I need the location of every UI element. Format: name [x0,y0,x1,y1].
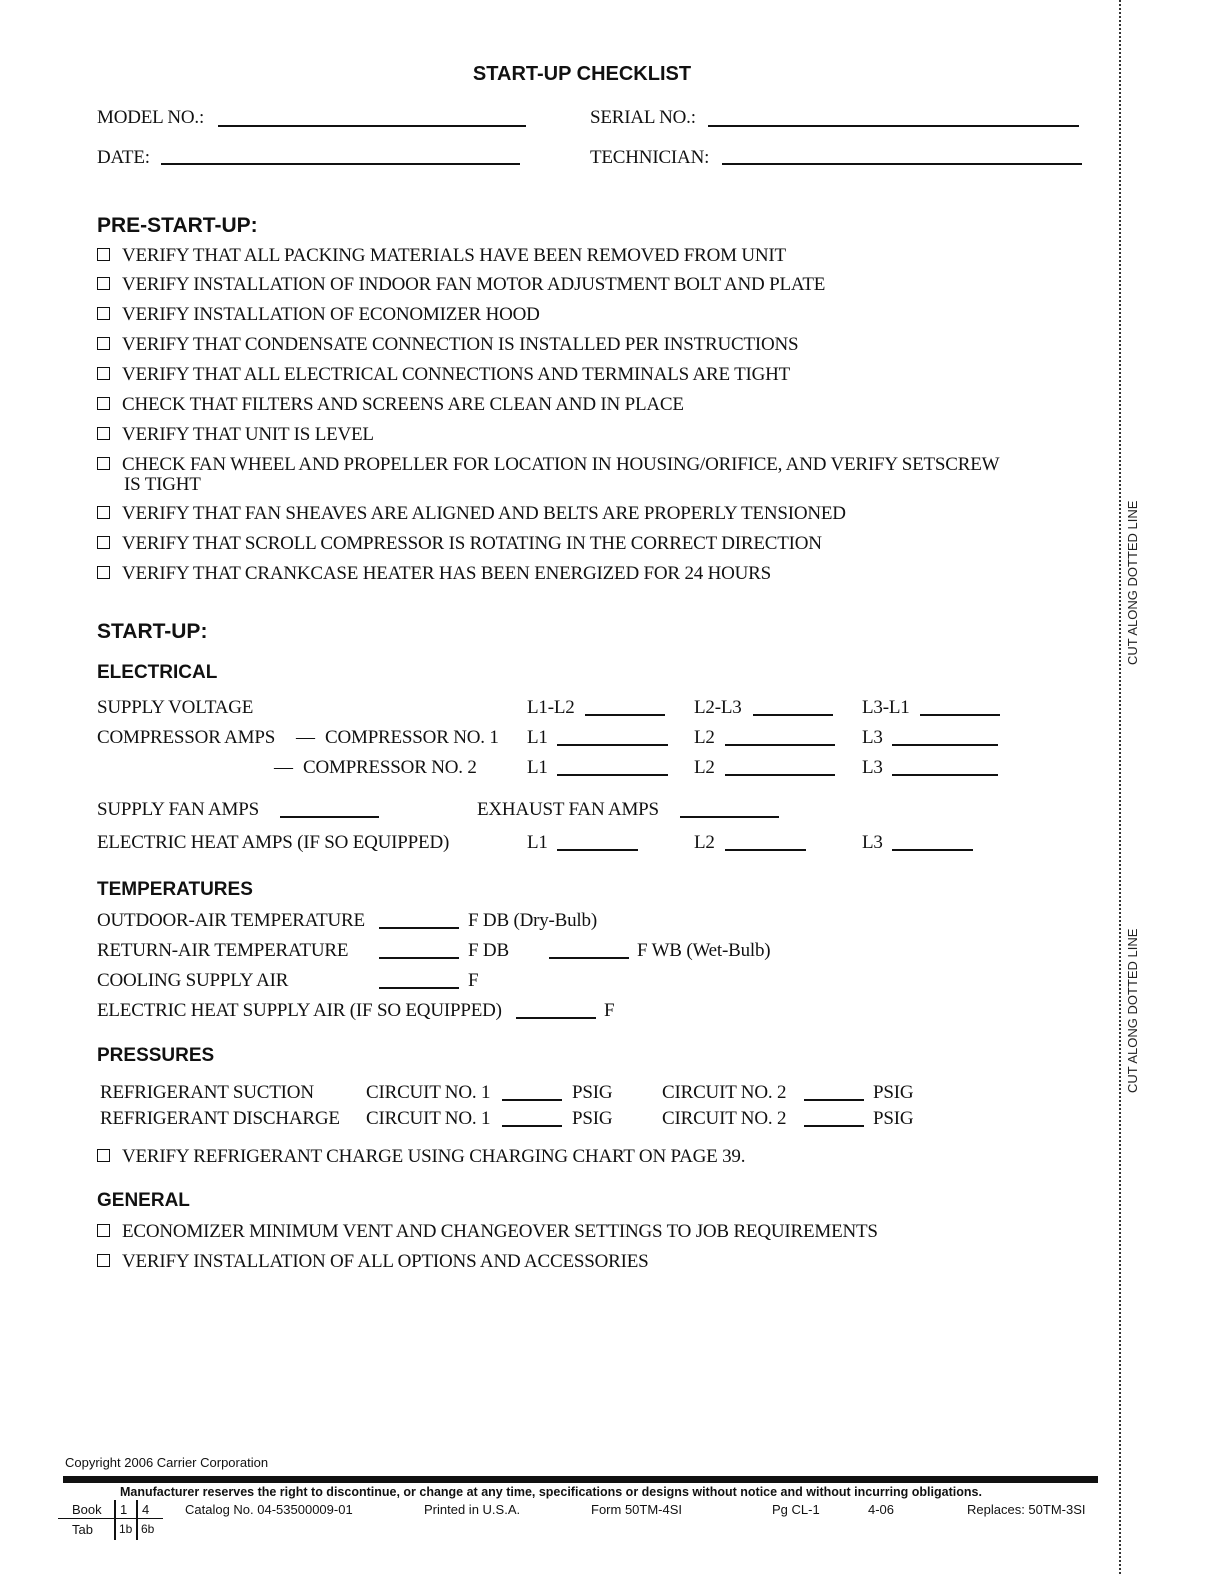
catalog-number: Catalog No. 04-53500009-01 [185,1502,353,1517]
suction-c1-label: CIRCUIT NO. 1 [366,1082,491,1103]
electric-heat-supply-unit: F [604,1000,615,1021]
outdoor-air-unit: F DB (Dry-Bulb) [468,910,597,931]
checkbox[interactable] [97,307,110,320]
checklist-item: VERIFY THAT CRANKCASE HEATER HAS BEEN ENERGIZED FOR 24 HOURS [97,563,771,585]
checkbox[interactable] [97,367,110,380]
model-field[interactable] [218,125,526,127]
suction-label: REFRIGERANT SUCTION [100,1082,314,1103]
l1l2-label: L1-L2 [527,697,575,718]
compressor-no1-label: COMPRESSOR NO. 1 [325,727,499,748]
print-date: 4-06 [868,1502,895,1517]
return-air-db-field[interactable] [379,957,459,959]
exhaust-fan-amps-label: EXHAUST FAN AMPS [477,799,659,820]
eh-l2-label: L2 [694,832,715,853]
compressor-amps-label: COMPRESSOR AMPS [97,727,276,748]
checkbox[interactable] [97,397,110,410]
dash: — [296,727,315,748]
l3l1-field[interactable] [920,714,1000,716]
eh-l2-field[interactable] [725,849,806,851]
eh-l3-field[interactable] [892,849,973,851]
pre-startup-heading: PRE-START-UP: [97,214,258,237]
checkbox[interactable] [97,337,110,350]
c2-l1-field[interactable] [557,774,668,776]
checklist-item: VERIFY THAT ALL PACKING MATERIALS HAVE BEEN REMOVED FROM UNIT [97,245,786,267]
verify-charge-item: VERIFY REFRIGERANT CHARGE USING CHARGING CHART ON PAGE 39. [97,1146,745,1168]
c1-l2-label: L2 [694,727,715,748]
book-number: 1 [120,1502,128,1517]
electric-heat-supply-field[interactable] [516,1017,596,1019]
c2-l3-label: L3 [862,757,883,778]
electrical-heading: ELECTRICAL [97,662,218,683]
pressures-heading: PRESSURES [97,1045,215,1066]
checklist-item: VERIFY INSTALLATION OF INDOOR FAN MOTOR ADJUSTMENT BOLT AND PLATE [97,274,825,296]
discharge-c1-unit: PSIG [572,1108,613,1129]
c2-l2-field[interactable] [725,774,835,776]
eh-l1-label: L1 [527,832,548,853]
replaces: Replaces: 50TM-3SI [967,1502,1086,1517]
discharge-c1-label: CIRCUIT NO. 1 [366,1108,491,1129]
date-field[interactable] [161,163,520,165]
cut-label: CUT ALONG DOTTED LINE [1125,928,1140,1093]
checkbox[interactable] [97,457,110,470]
book-label: Book [72,1502,102,1517]
serial-field[interactable] [708,125,1079,127]
c2-l2-label: L2 [694,757,715,778]
tab-number: 1b [119,1522,133,1536]
suction-c2-label: CIRCUIT NO. 2 [662,1082,787,1103]
c1-l2-field[interactable] [725,744,835,746]
footer-rule [63,1476,1098,1483]
electric-heat-supply-label: ELECTRIC HEAT SUPPLY AIR (IF SO EQUIPPED) [97,1000,502,1021]
c1-l1-field[interactable] [557,744,668,746]
checklist-item: VERIFY INSTALLATION OF ECONOMIZER HOOD [97,304,540,326]
copyright: Copyright 2006 Carrier Corporation [65,1455,269,1470]
supply-fan-amps-label: SUPPLY FAN AMPS [97,799,259,820]
book-tab-divider [136,1500,138,1540]
technician-label: TECHNICIAN: [590,147,710,168]
checkbox[interactable] [97,427,110,440]
checkbox[interactable] [97,277,110,290]
checkbox[interactable] [97,1254,110,1267]
cut-label: CUT ALONG DOTTED LINE [1125,500,1140,665]
disclaimer: Manufacturer reserves the right to discontinue, or change at any time, specifications or designs without notice and without incurring obligations. [120,1485,982,1499]
l2l3-label: L2-L3 [694,697,742,718]
compressor-no2-label: COMPRESSOR NO. 2 [303,757,477,778]
eh-l3-label: L3 [862,832,883,853]
c1-l3-field[interactable] [892,744,998,746]
startup-heading: START-UP: [97,620,208,643]
suction-c1-unit: PSIG [572,1082,613,1103]
checklist-item: VERIFY INSTALLATION OF ALL OPTIONS AND ACCESSORIES [97,1251,649,1273]
checkbox[interactable] [97,1224,110,1237]
date-label: DATE: [97,147,150,168]
general-heading: GENERAL [97,1190,190,1211]
suction-c2-unit: PSIG [873,1082,914,1103]
return-air-label: RETURN-AIR TEMPERATURE [97,940,349,961]
tab-number: 6b [141,1522,155,1536]
return-air-wb-field[interactable] [549,957,629,959]
checkbox[interactable] [97,506,110,519]
serial-label: SERIAL NO.: [590,107,696,128]
checklist-item-continuation: IS TIGHT [124,474,201,495]
checklist-item: ECONOMIZER MINIMUM VENT AND CHANGEOVER SETTINGS TO JOB REQUIREMENTS [97,1221,878,1243]
electric-heat-amps-label: ELECTRIC HEAT AMPS (IF SO EQUIPPED) [97,832,450,853]
page-number: Pg CL-1 [772,1502,820,1517]
temperatures-heading: TEMPERATURES [97,879,253,900]
technician-field[interactable] [722,163,1082,165]
l3l1-label: L3-L1 [862,697,910,718]
l1l2-field[interactable] [585,714,665,716]
cooling-supply-unit: F [468,970,479,991]
checklist-item: VERIFY THAT FAN SHEAVES ARE ALIGNED AND BELTS ARE PROPERLY TENSIONED [97,503,846,525]
discharge-c2-unit: PSIG [873,1108,914,1129]
dash: — [274,757,293,778]
checkbox[interactable] [97,248,110,261]
checklist-item: VERIFY THAT SCROLL COMPRESSOR IS ROTATING IN THE CORRECT DIRECTION [97,533,822,555]
discharge-c2-field[interactable] [804,1125,864,1127]
discharge-c1-field[interactable] [502,1125,562,1127]
checkbox[interactable] [97,1149,110,1162]
outdoor-air-field[interactable] [379,927,459,929]
c1-l1-label: L1 [527,727,548,748]
checklist-item: CHECK FAN WHEEL AND PROPELLER FOR LOCATION IN HOUSING/ORIFICE, AND VERIFY SETSCREW [97,454,999,476]
form-number: Form 50TM-4SI [591,1502,683,1517]
model-label: MODEL NO.: [97,107,205,128]
checklist-item: CHECK THAT FILTERS AND SCREENS ARE CLEAN AND IN PLACE [97,394,684,416]
return-air-db-unit: F DB [468,940,509,961]
checkbox[interactable] [97,566,110,579]
cooling-supply-field[interactable] [379,987,459,989]
cooling-supply-label: COOLING SUPPLY AIR [97,970,289,991]
supply-voltage-label: SUPPLY VOLTAGE [97,697,254,718]
eh-l1-field[interactable] [557,849,638,851]
discharge-c2-label: CIRCUIT NO. 2 [662,1108,787,1129]
c1-l3-label: L3 [862,727,883,748]
return-air-wb-unit: F WB (Wet-Bulb) [637,940,771,961]
discharge-label: REFRIGERANT DISCHARGE [100,1108,340,1129]
exhaust-fan-amps-field[interactable] [680,816,779,818]
outdoor-air-label: OUTDOOR-AIR TEMPERATURE [97,910,365,931]
cut-line [1119,0,1121,1574]
page-title: START-UP CHECKLIST [472,63,692,85]
c2-l1-label: L1 [527,757,548,778]
suction-c1-field[interactable] [502,1099,562,1101]
book-tab-divider [114,1500,116,1540]
checklist-item: VERIFY THAT CONDENSATE CONNECTION IS INSTALLED PER INSTRUCTIONS [97,334,798,356]
tab-label: Tab [72,1522,93,1537]
suction-c2-field[interactable] [804,1099,864,1101]
c2-l3-field[interactable] [892,774,998,776]
checklist-item: VERIFY THAT ALL ELECTRICAL CONNECTIONS AND TERMINALS ARE TIGHT [97,364,790,386]
book-tab-divider [58,1518,163,1519]
checkbox[interactable] [97,536,110,549]
checklist-item: VERIFY THAT UNIT IS LEVEL [97,424,374,446]
book-number: 4 [142,1502,150,1517]
supply-fan-amps-field[interactable] [280,816,379,818]
printed-in: Printed in U.S.A. [424,1502,521,1517]
l2l3-field[interactable] [753,714,833,716]
